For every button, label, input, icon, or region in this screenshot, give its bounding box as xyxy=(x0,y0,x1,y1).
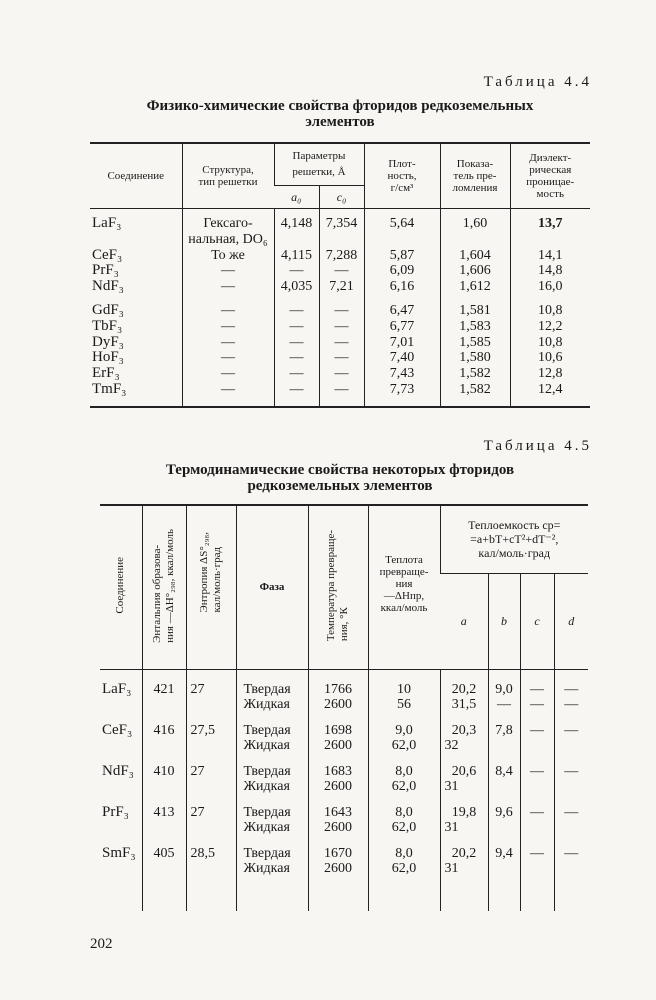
t1-row-tbf3: TbF₃ — — — 6,77 1,583 12,2 xyxy=(90,319,590,335)
t2-header-heat-capacity: Теплоемкость cp= =a+bT+cT²+dT⁻², кал/моль·град xyxy=(440,505,588,573)
t2-header-phase: Фаза xyxy=(236,505,308,669)
t2-row-prf3-liquid: Жидкая 2600 62,0 31 xyxy=(100,820,588,836)
t2-header-a: a xyxy=(440,573,488,669)
t2-header-c: c xyxy=(520,573,554,669)
t1-row-tmf3: TmF₃ — — — 7,73 1,582 12,4 xyxy=(90,382,590,407)
t1-row-dyf3: DyF₃ — — — 7,01 1,585 10,8 xyxy=(90,335,590,351)
t1-header-density: Плот- ность, г/см³ xyxy=(364,143,440,208)
page-number: 202 xyxy=(90,936,113,952)
t1-row-cef3: CeF₃ То же 4,115 7,288 5,87 1,604 14,1 xyxy=(90,248,590,264)
t1-header-a0: a₀ xyxy=(274,185,319,208)
t1-header-refraction: Показа- тель пре- ломления xyxy=(440,143,510,208)
t1-header-compound: Соединение xyxy=(90,143,182,208)
table2-title-line2: редкоземельных элементов xyxy=(247,478,433,494)
t2-row-ndf3-solid: NdF₃ 410 27 Твердая 1683 8,0 20,6 8,4 — — xyxy=(100,764,588,780)
table1-title xyxy=(90,98,590,130)
t1-row-hof3: HoF₃ — — — 7,40 1,580 10,6 xyxy=(90,350,590,366)
t1-row-prf3: PrF₃ — — — 6,09 1,606 14,8 xyxy=(90,263,590,279)
t1-header-c0: c₀ xyxy=(319,185,364,208)
t2-header-temperature: Температура превраще- ния, °К xyxy=(308,505,368,669)
t2-row-cef3-liquid: Жидкая 2600 62,0 32 xyxy=(100,738,588,754)
table1-title-line1: Физико-химические свойства фторидов редкоземельных xyxy=(146,98,534,114)
t2-header-b: b xyxy=(488,573,520,669)
t2-header-compound: Соединение xyxy=(100,505,142,669)
t2-header-d: d xyxy=(554,573,588,669)
t1-row-laf3: LaF₃ Гексаго- нальная, DO₆ 4,148 7,354 5,64 1,60 13,7 xyxy=(90,216,590,248)
table1-title-line2: элементов xyxy=(305,114,375,130)
t1-header-params: Параметры решетки, Å xyxy=(274,143,364,185)
t1-row-ndf3: NdF₃ — 4,035 7,21 6,16 1,612 16,0 xyxy=(90,279,590,295)
table1-properties xyxy=(90,142,590,408)
t1-row-gdf3: GdF₃ — — — 6,47 1,581 10,8 xyxy=(90,303,590,319)
t1-row-erf3: ErF₃ — — — 7,43 1,582 12,8 xyxy=(90,366,590,382)
t2-row-smf3-liquid: Жидкая 2600 62,0 31 xyxy=(100,861,588,877)
table1-label: Таблица 4.4 xyxy=(483,74,592,90)
t2-row-prf3-solid: PrF₃ 413 27 Твердая 1643 8,0 19,8 9,6 — — xyxy=(100,805,588,821)
table2-title-line1: Термодинамические свойства некоторых фторидов xyxy=(165,462,515,478)
t2-row-cef3-solid: CeF₃ 416 27,5 Твердая 1698 9,0 20,3 7,8 — — xyxy=(100,723,588,739)
t2-row-laf3-liquid: Жидкая 2600 56 31,5 — — — xyxy=(100,697,588,713)
t1-header-dielectric: Диэлект- рическая проницае- мость xyxy=(510,143,590,208)
t1-header-structure: Структура, тип решетки xyxy=(182,143,274,208)
t2-row-smf3-solid: SmF₃ 405 28,5 Твердая 1670 8,0 20,2 9,4 — — xyxy=(100,846,588,862)
t2-row-laf3-solid: LaF₃ 421 27 Твердая 1766 10 20,2 9,0 — — xyxy=(100,669,588,697)
t2-row-ndf3-liquid: Жидкая 2600 62,0 31 xyxy=(100,779,588,795)
t2-header-heat: Теплота превраще- ния —ΔHпр, ккал/моль xyxy=(368,505,440,669)
table2-thermodynamics xyxy=(100,504,588,911)
table2-title xyxy=(90,462,590,494)
table2-label: Таблица 4.5 xyxy=(483,438,592,454)
t2-header-entropy: Энтропия ΔS°₂₉₈, кал/моль·град xyxy=(186,505,236,669)
t2-header-enthalpy: Энтальпия образова- ния —ΔH°₂₉₈, ккал/моль xyxy=(142,505,186,669)
